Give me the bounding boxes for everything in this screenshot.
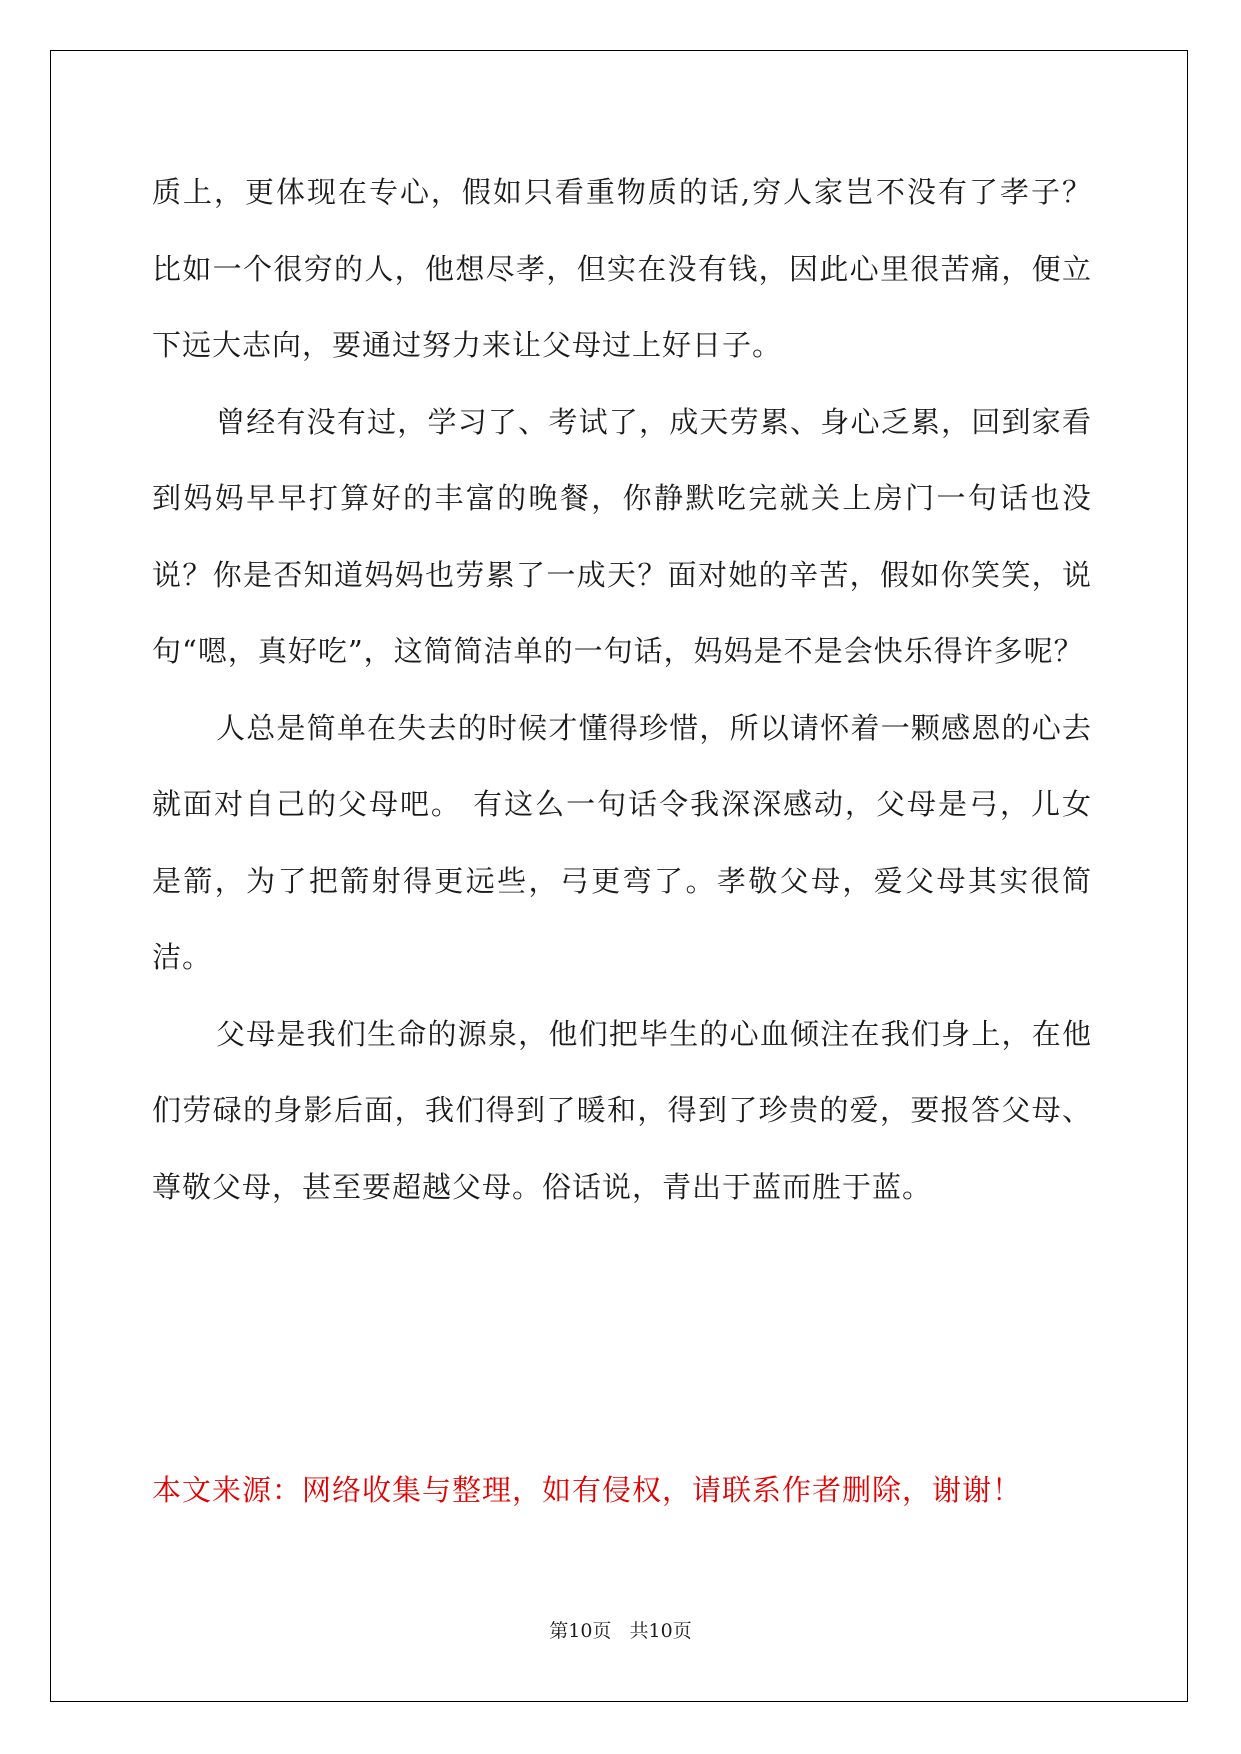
page-number-footer: 第10页 共10页 bbox=[549, 1620, 692, 1642]
paragraph-1: 质上，更体现在专心，假如只看重物质的话,穷人家岂不没有了孝子？比如一个很穷的人，他想尽孝，但实在没有钱，因此心里很苦痛，便立下远大志向，要通过努力来让父母过上好日子。 bbox=[152, 175, 1092, 362]
paragraph-3: 人总是简单在失去的时候才懂得珍惜，所以请怀着一颗感恩的心去就面对自己的父母吧。 有这么一句话令我深深感动，父母是弓，儿女是箭，为了把箭射得更远些，弓更弯了。孝敬父母，爱父母其实很简洁。 bbox=[152, 710, 1092, 974]
paragraph-4: 父母是我们生命的源泉，他们把毕生的心血倾注在我们身上，在他们劳碌的身影后面，我们得到了暖和，得到了珍贵的爱，要报答父母、尊敬父母，甚至要超越父母。俗话说，青出于蓝而胜于蓝。 bbox=[152, 1016, 1092, 1204]
document-body bbox=[152, 154, 1092, 1225]
paragraph-2: 曾经有没有过，学习了、考试了，成天劳累、身心乏累，回到家看到妈妈早早打算好的丰富的晚餐，你静默吃完就关上房门一句话也没说？你是否知道妈妈也劳累了一成天？面对她的辛苦，假如你笑笑，说句“嗯，真好吃”，这简简洁单的一句话，妈妈是不是会快乐得许多呢？ bbox=[152, 404, 1092, 668]
source-note: 本文来源：网络收集与整理，如有侵权，请联系作者删除，谢谢！ bbox=[152, 1473, 1023, 1507]
